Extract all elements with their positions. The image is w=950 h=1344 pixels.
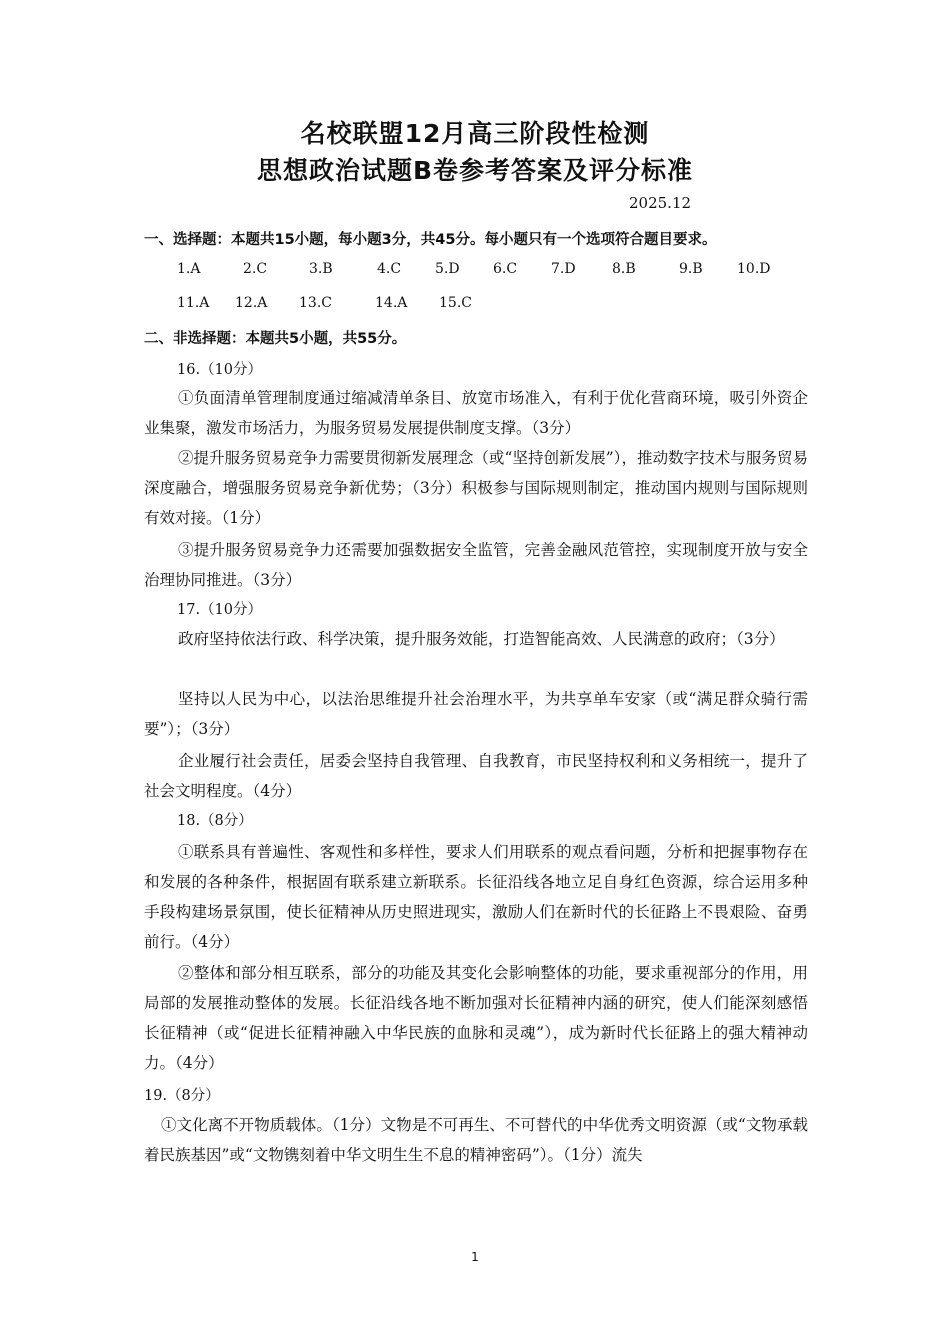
page-number: 1 <box>471 1250 479 1264</box>
answer-item: 1.A <box>177 261 201 277</box>
answer-item: 5.D <box>435 261 460 277</box>
answers-row-1 <box>177 261 797 277</box>
q18-paragraph-2: ②整体和部分相互联系，部分的功能及其变化会影响整体的功能，要求重视部分的作用，用局部的发展推动整体的发展。长征沿线各地不断加强对长征精神内涵的研究，使人们能深刻感悟长征精神（或“促进长征精神融入中华民族的血脉和灵魂”），成为新时代长征路上的强大精神动力。（4分） <box>144 964 808 1072</box>
q16-paragraph-1: ①负面清单管理制度通过缩减清单条目、放宽市场准入，有利于优化营商环境，吸引外资企业集聚，激发市场活力，为服务贸易发展提供制度支撑。（3分） <box>144 389 808 437</box>
answer-item: 13.C <box>299 295 332 311</box>
section2-heading: 二、非选择题：本题共5小题，共55分。 <box>144 331 407 347</box>
page-title-line2: 思想政治试题B卷参考答案及评分标准 <box>256 156 694 185</box>
answer-item: 10.D <box>737 261 771 277</box>
q18-paragraph-1: ①联系具有普遍性、客观性和多样性，要求人们用联系的观点看问题，分析和把握事物存在和发展的各种条件，根据固有联系建立新联系。长征沿线各地立足自身红色资源，综合运用多种手段构建场景氛围，使长征精神从历史照进现实，激励人们在新时代的长征路上不畏艰险、奋勇前行。（4分） <box>144 843 808 951</box>
q17-paragraph-1: 政府坚持依法行政、科学决策，提升服务效能，打造智能高效、人民满意的政府；（3分） <box>178 630 785 648</box>
section1-heading: 一、选择题：本题共15小题，每小题3分，共45分。每小题只有一个选项符合题目要求。 <box>144 232 717 248</box>
answer-item: 9.B <box>679 261 703 277</box>
answer-item: 6.C <box>493 261 518 277</box>
answer-item: 8.B <box>612 261 636 277</box>
q16-paragraph-3: ③提升服务贸易竞争力还需要加强数据安全监管，完善金融风范管控，实现制度开放与安全治理协同推进。（3分） <box>144 541 808 589</box>
q18-label: 18.（8分） <box>177 813 253 829</box>
answer-item: 3.B <box>309 261 333 277</box>
q19-label: 19.（8分） <box>144 1088 220 1104</box>
q16-paragraph-2: ②提升服务贸易竞争力需要贯彻新发展理念（或“坚持创新发展”），推动数字技术与服务贸易深度融合，增强服务贸易竞争新优势；（3分）积极参与国际规则制定，推动国内规则与国际规则有效对接。（1分） <box>144 449 808 527</box>
q17-paragraph-3: 企业履行社会责任，居委会坚持自我管理、自我教育，市民坚持权利和义务相统一，提升了社会文明程度。（4分） <box>144 752 808 800</box>
q17-label: 17.（10分） <box>177 602 263 618</box>
document-date: 2025.12 <box>629 194 692 212</box>
answer-item: 4.C <box>377 261 402 277</box>
answer-item: 15.C <box>439 295 472 311</box>
q19-paragraph-1: ①文化离不开物质载体。（1分）文物是不可再生、不可替代的中华优秀文明资源（或“文物承载着民族基因”或“文物镌刻着中华文明生生不息的精神密码”）。（1分）流失 <box>144 1116 808 1164</box>
answer-item: 2.C <box>243 261 268 277</box>
page-title-line1: 名校联盟12月高三阶段性检测 <box>300 119 650 148</box>
answers-row-2 <box>177 295 499 311</box>
q16-label: 16.（10分） <box>177 362 263 378</box>
answer-item: 12.A <box>235 295 268 311</box>
answer-item: 7.D <box>551 261 576 277</box>
answer-item: 14.A <box>375 295 408 311</box>
q17-paragraph-2: 坚持以人民为中心，以法治思维提升社会治理水平，为共享单车安家（或“满足群众骑行需要”）；（3分） <box>144 690 808 738</box>
answer-item: 11.A <box>177 295 210 311</box>
